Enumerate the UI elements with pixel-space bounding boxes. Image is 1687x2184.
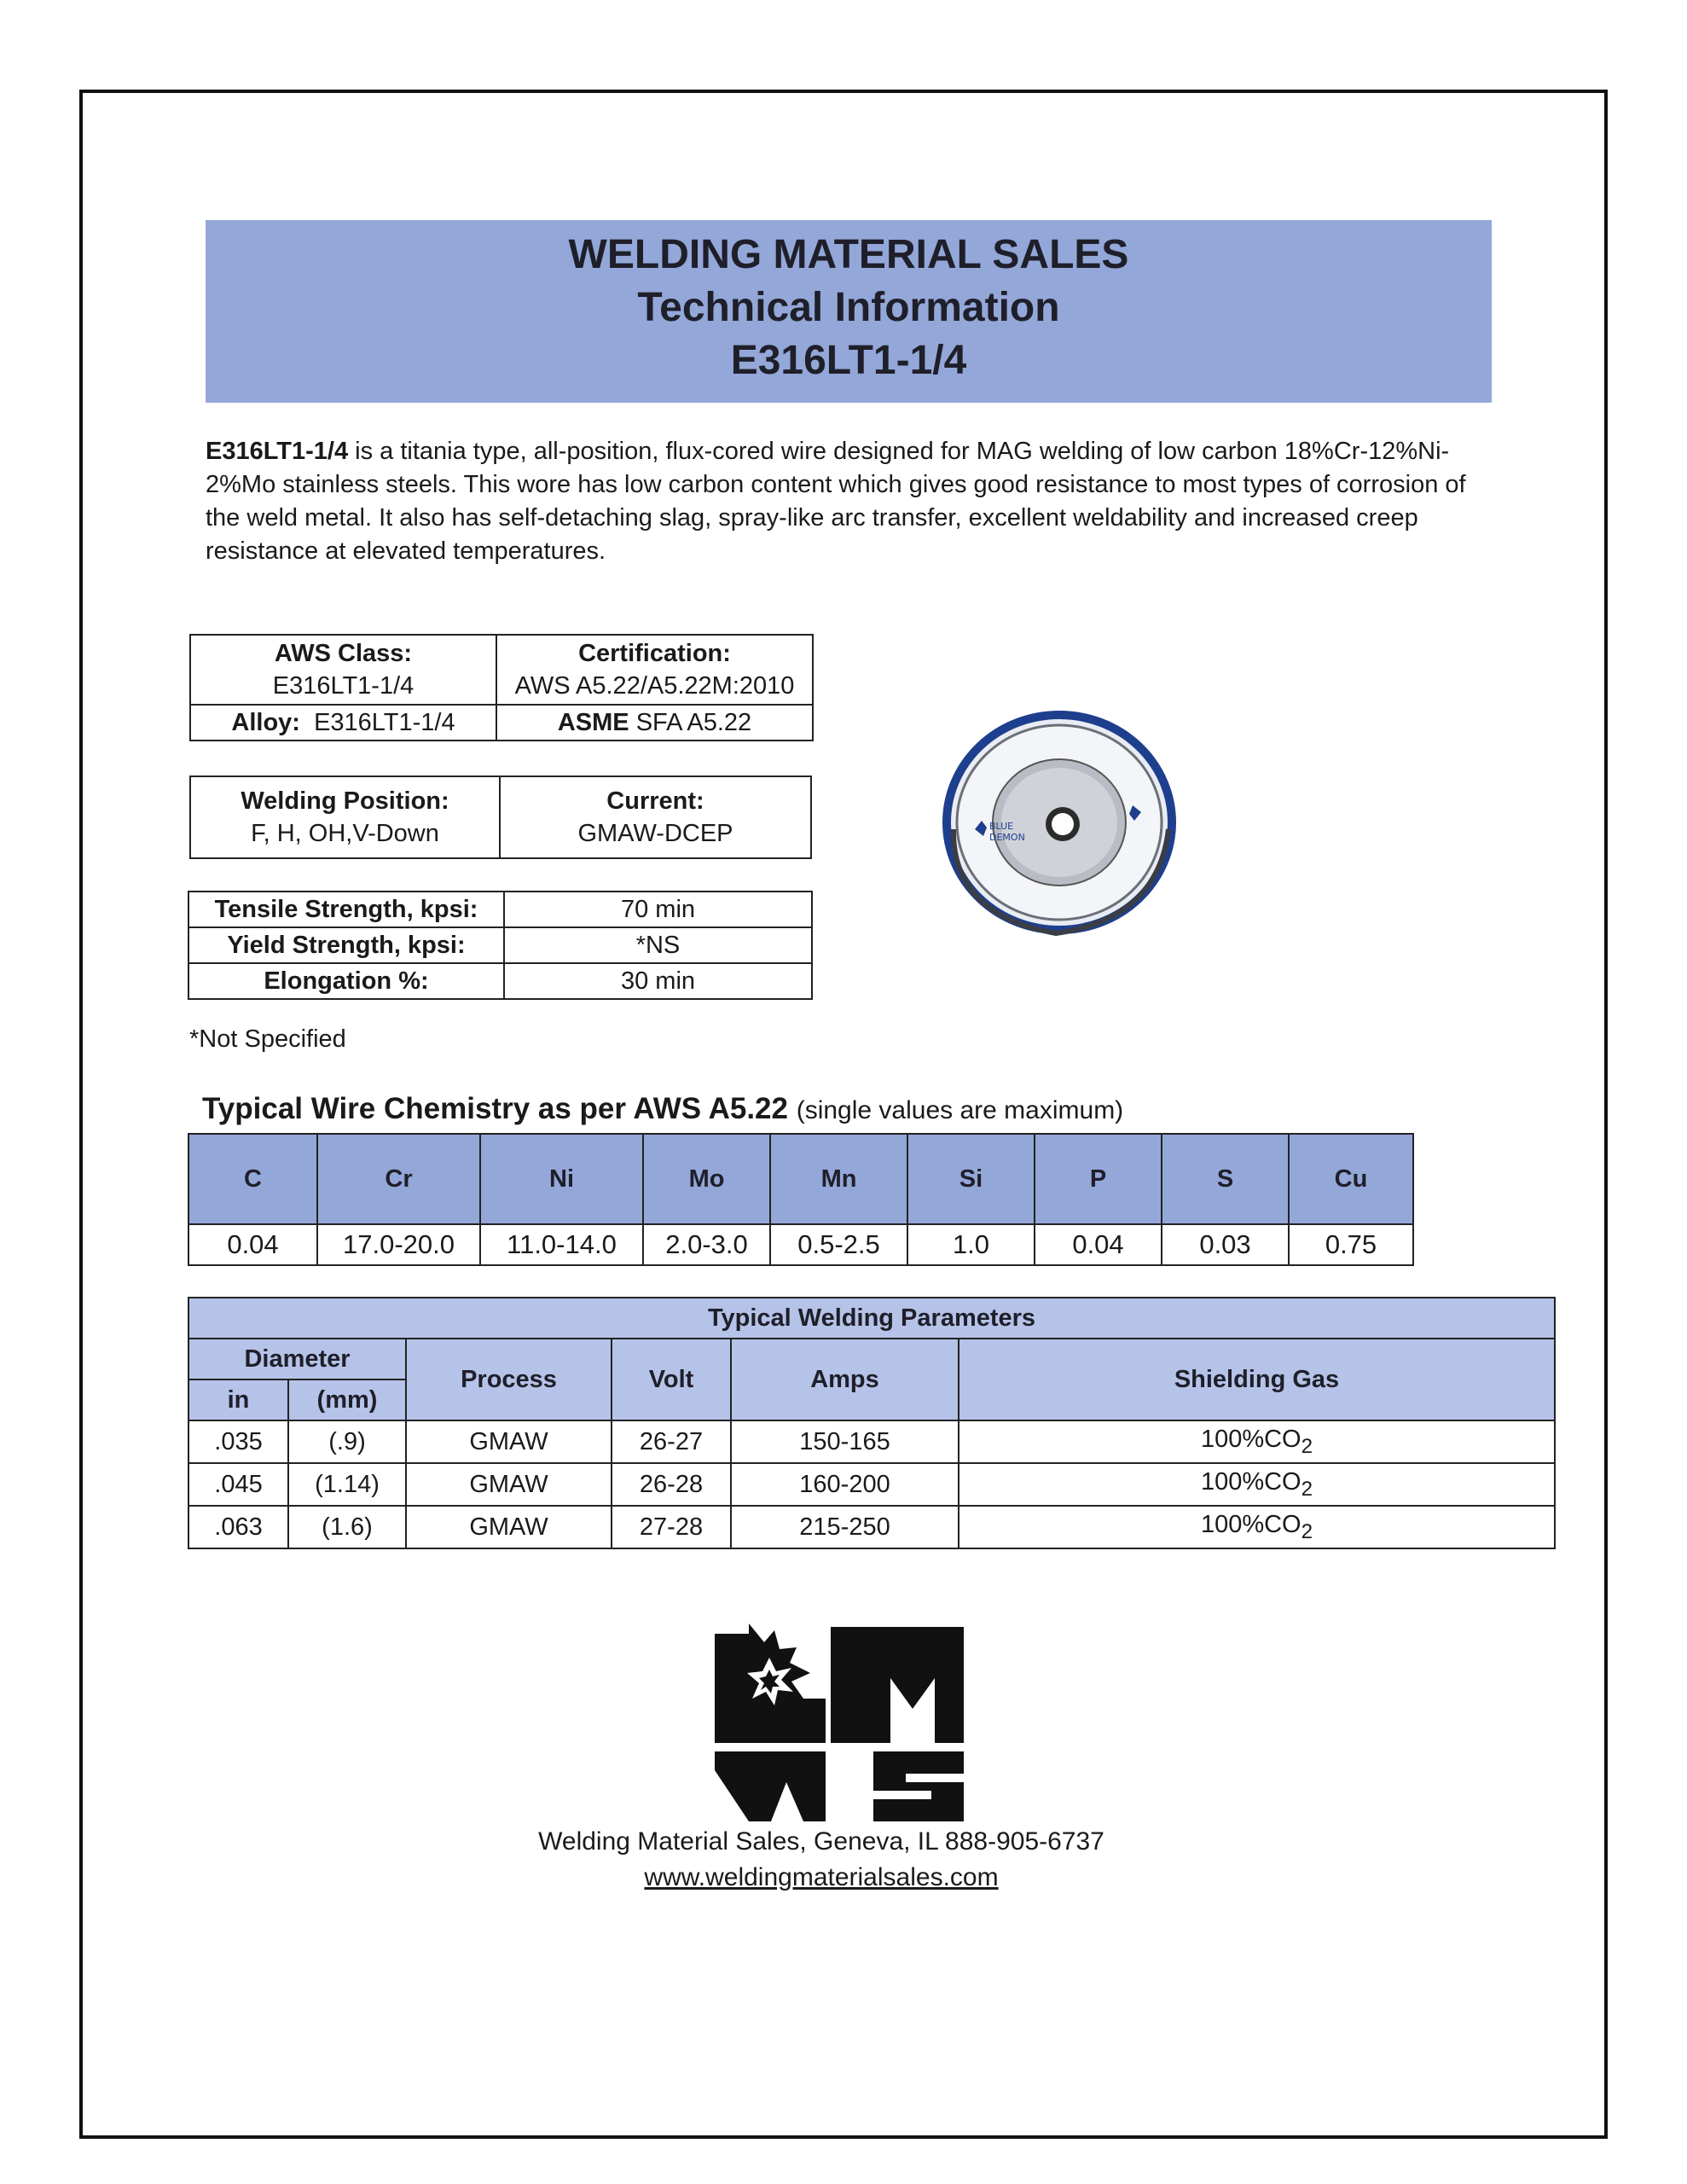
row1-in: .035 — [188, 1420, 288, 1463]
chem-value-c: 0.04 — [188, 1224, 317, 1265]
chemistry-value-row — [188, 1224, 1413, 1265]
wire-spool-image — [928, 701, 1184, 957]
row2-gas-text: 100%CO — [1200, 1467, 1301, 1496]
chem-value-mn: 0.5-2.5 — [770, 1224, 907, 1265]
row2-process: GMAW — [406, 1463, 612, 1506]
welding-parameters-table — [188, 1297, 1556, 1549]
aws-class-label: AWS Class: — [274, 640, 413, 667]
chem-header-cr: Cr — [317, 1134, 480, 1224]
certification-label: Certification: — [578, 640, 731, 667]
volt-header: Volt — [612, 1339, 731, 1420]
aws-class-cell — [190, 635, 496, 705]
mm-header: (mm) — [288, 1380, 406, 1420]
row1-gas-text: 100%CO — [1200, 1425, 1301, 1453]
asme-value: SFA A5.22 — [635, 708, 752, 736]
position-table — [189, 775, 812, 859]
doc-title: Technical Information — [637, 285, 1060, 330]
chem-value-ni: 11.0-14.0 — [480, 1224, 643, 1265]
chem-value-s: 0.03 — [1162, 1224, 1289, 1265]
footer-contact: Welding Material Sales, Geneva, IL 888-905-6737 — [538, 1827, 1104, 1856]
position-label: Welding Position: — [241, 787, 449, 815]
row3-volt: 27-28 — [612, 1506, 731, 1548]
row2-volt: 26-28 — [612, 1463, 731, 1506]
process-header: Process — [406, 1339, 612, 1420]
spool-brand-1: BLUE — [989, 821, 1014, 832]
row2-gas-sub: 2 — [1301, 1477, 1313, 1501]
row3-process: GMAW — [406, 1506, 612, 1548]
current-cell — [500, 776, 811, 858]
row2-amps: 160-200 — [731, 1463, 959, 1506]
welding-table-title: Typical Welding Parameters — [188, 1298, 1555, 1339]
row2-mm: (1.14) — [288, 1463, 406, 1506]
intro-text: is a titania type, all-position, flux-cored wire designed for MAG welding of low carbon 18%Cr-12%Ni-2%Mo stainless steels. This wore has low carbon content which gives good resistance to most types of corrosion of the weld metal. It also has self-detaching slag, spray-like arc transfer, excellent weldability and increased creep resistance at elevated temperatures. — [206, 438, 1466, 565]
yield-value: *NS — [504, 927, 812, 963]
row1-amps: 150-165 — [731, 1420, 959, 1463]
shielding-gas-header: Shielding Gas — [959, 1339, 1555, 1420]
chem-header-s: S — [1162, 1134, 1289, 1224]
row2-gas — [959, 1463, 1555, 1506]
current-label: Current: — [606, 787, 704, 815]
row2-in: .045 — [188, 1463, 288, 1506]
tensile-value: 70 min — [504, 892, 812, 927]
current-value: GMAW-DCEP — [577, 820, 733, 847]
position-value: F, H, OH,V-Down — [251, 820, 439, 847]
row1-mm: (.9) — [288, 1420, 406, 1463]
position-cell — [190, 776, 500, 858]
footer-website-link[interactable]: www.weldingmaterialsales.com — [644, 1863, 999, 1891]
chem-header-p: P — [1035, 1134, 1162, 1224]
diameter-header: Diameter — [188, 1339, 406, 1380]
chem-header-c: C — [188, 1134, 317, 1224]
strength-table — [188, 891, 813, 1000]
table-row — [188, 1420, 1555, 1463]
chemistry-table — [188, 1133, 1414, 1266]
chem-header-cu: Cu — [1289, 1134, 1413, 1224]
row3-gas — [959, 1506, 1555, 1548]
row3-gas-sub: 2 — [1301, 1519, 1313, 1543]
amps-header: Amps — [731, 1339, 959, 1420]
row3-gas-text: 100%CO — [1200, 1510, 1301, 1538]
chemistry-title-text: Typical Wire Chemistry as per AWS A5.22 — [202, 1092, 788, 1125]
not-specified-note: *Not Specified — [189, 1025, 346, 1053]
chem-value-cr: 17.0-20.0 — [317, 1224, 480, 1265]
class-table — [189, 634, 814, 741]
yield-label: Yield Strength, kpsi: — [188, 927, 504, 963]
in-header: in — [188, 1380, 288, 1420]
row1-volt: 26-27 — [612, 1420, 731, 1463]
row3-mm: (1.6) — [288, 1506, 406, 1548]
header-banner — [206, 220, 1492, 403]
certification-value: AWS A5.22/A5.22M:2010 — [514, 672, 795, 700]
aws-class-value: E316LT1-1/4 — [272, 672, 415, 700]
chem-value-si: 1.0 — [907, 1224, 1035, 1265]
row3-in: .063 — [188, 1506, 288, 1548]
row1-gas — [959, 1420, 1555, 1463]
tensile-label: Tensile Strength, kpsi: — [188, 892, 504, 927]
product-title: E316LT1-1/4 — [730, 338, 967, 383]
row1-process: GMAW — [406, 1420, 612, 1463]
intro-paragraph — [206, 435, 1502, 568]
chemistry-header-row — [188, 1134, 1413, 1224]
row3-amps: 215-250 — [731, 1506, 959, 1548]
row1-gas-sub: 2 — [1301, 1434, 1313, 1458]
chem-value-cu: 0.75 — [1289, 1224, 1413, 1265]
asme-cell — [496, 705, 813, 741]
wms-logo — [715, 1623, 964, 1821]
intro-product: E316LT1-1/4 — [206, 438, 349, 465]
chem-header-mn: Mn — [770, 1134, 907, 1224]
alloy-value: E316LT1-1/4 — [314, 708, 455, 736]
chem-header-ni: Ni — [480, 1134, 643, 1224]
alloy-label: Alloy: — [231, 708, 300, 736]
table-row — [188, 1463, 1555, 1506]
alloy-cell — [190, 705, 496, 741]
asme-label: ASME — [557, 708, 629, 736]
chem-header-mo: Mo — [643, 1134, 770, 1224]
chem-header-si: Si — [907, 1134, 1035, 1224]
spool-brand-2: DEMON — [989, 832, 1025, 843]
certification-cell — [496, 635, 813, 705]
table-row — [188, 1506, 1555, 1548]
elongation-value: 30 min — [504, 963, 812, 999]
elongation-label: Elongation %: — [188, 963, 504, 999]
chemistry-title — [202, 1092, 1123, 1126]
company-title: WELDING MATERIAL SALES — [568, 232, 1129, 277]
chem-value-mo: 2.0-3.0 — [643, 1224, 770, 1265]
chem-value-p: 0.04 — [1035, 1224, 1162, 1265]
chemistry-subtitle: (single values are maximum) — [796, 1096, 1124, 1124]
